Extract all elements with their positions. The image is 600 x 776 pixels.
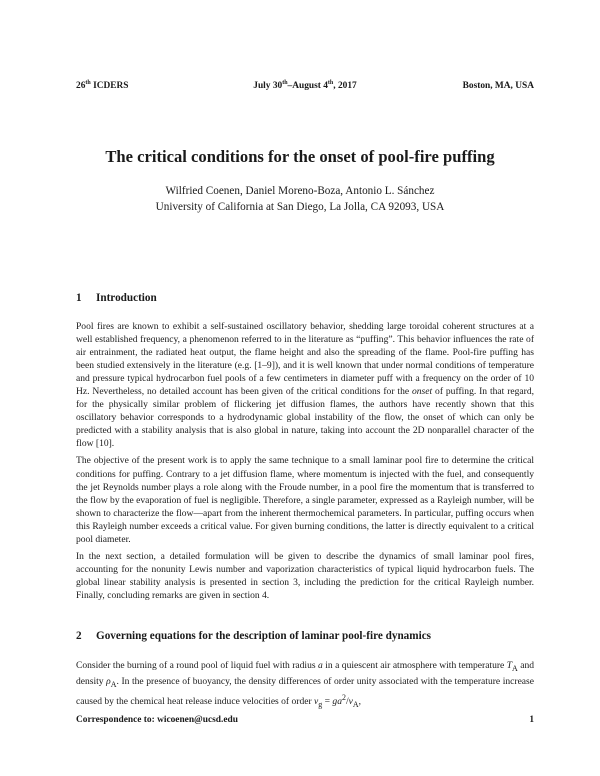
page-footer — [76, 713, 534, 727]
paper-authors: Wilfried Coenen, Daniel Moreno-Boza, Antonio L. Sánchez — [165, 185, 435, 197]
page-number: 1 — [529, 715, 534, 725]
header-conference: 26th ICDERS — [76, 80, 129, 91]
running-header — [76, 79, 534, 93]
governing-equations-body — [76, 659, 534, 711]
section-title: Governing equations for the description of laminar pool-fire dynamics — [96, 630, 432, 642]
section-number: 1 — [76, 292, 82, 304]
paragraph: Pool fires are known to exhibit a self-sustained oscillatory behavior, shedding large toroidal coherent structures at a well established frequency, a phenomenon referred to in the literature as “puffing”. This behavior influences the rate of air entrainment, the radiated heat output, the flame height and also the spreading of the flame. Pool-fire puffing has been studied extensively in the literature (e.g. [1–9]), and it is well known that under normal conditions of temperature and pressure typical hydrocarbon fuel pools of a few centimeters in diameter puff with a frequency on the order of 10 Hz. Nevertheless, no detailed account has been given of the critical conditions for the onset of puffing. In that regard, for the physically similar problem of flickering jet diffusion flames, the authors have recently shown that this oscillatory behavior corresponds to a hydrodynamic global instability of the flow, the onset of which can only be predicted with a stability analysis that is also global in nature, taking into account the 2D nonparallel character of the flow [10]. — [76, 321, 534, 450]
section-number: 2 — [76, 630, 82, 642]
introduction-body — [76, 320, 534, 602]
header-dates: July 30th–August 4th, 2017 — [253, 80, 357, 91]
correspondence-note: Correspondence to: wicoenen@ucsd.edu — [76, 715, 238, 725]
section-heading-introduction — [76, 291, 534, 306]
section-heading-governing-equations — [76, 629, 534, 644]
section-title: Introduction — [96, 292, 157, 304]
paper-affiliation: University of California at San Diego, La Jolla, CA 92093, USA — [155, 201, 445, 213]
paragraph: Consider the burning of a round pool of liquid fuel with radius a in a quiescent air atmosphere with temperature $T_A$ and density $\rho_A$. In the presence of buoyancy, the density differences of order unity associated with the temperature increase caused by the chemical heat release induce velocities of order $v_g = ga^2/\nu_A$, — [76, 660, 534, 709]
paragraph: The objective of the present work is to apply the same technique to a small laminar pool fire to determine the critical conditions for puffing. Contrary to a jet diffusion flame, where momentum is injected with the fuel, and consequently the jet Reynolds number plays a role along with the Froude number, in a pool fire the momentum that is transferred to the flow by the evaporation of fuel is negligible. Therefore, a single parameter, expressed as a Rayleigh number, will be shown to characterize the flow—apart from the inherent thermochemical parameters. In particular, puffing occurs when this Rayleigh number exceeds a critical value. For given burning conditions, the latter is directly equivalent to a critical pool diameter. — [76, 455, 534, 545]
paragraph: In the next section, a detailed formulation will be given to describe the dynamics of small laminar pool fires, accounting for the nonunity Lewis number and vaporization characteristics of typical liquid hydrocarbon fuels. The global linear stability analysis is presented in section 3, including the prediction for the critical Rayleigh number. Finally, concluding remarks are given in section 4. — [76, 550, 534, 601]
paper-title: The critical conditions for the onset of pool-fire puffing — [105, 147, 495, 166]
header-location: Boston, MA, USA — [462, 81, 534, 91]
